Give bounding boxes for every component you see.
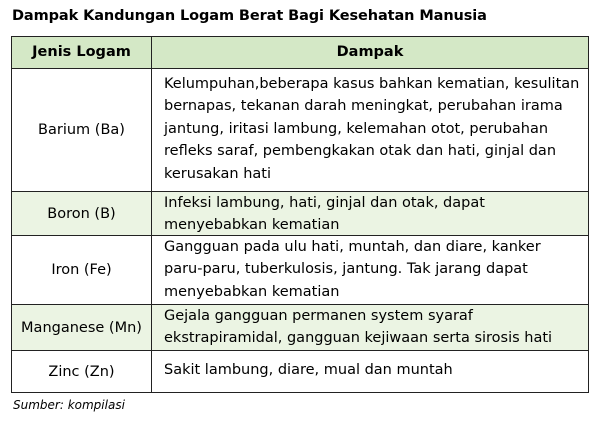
table-row: [12, 192, 588, 236]
impact-line: Infeksi lambung, hati, ginjal dan otak, dapat: [164, 195, 485, 211]
impact-line: Gejala gangguan permanen system syaraf: [164, 308, 473, 324]
impact-line: paru-paru, tuberkulosis, jantung. Tak jarang dapat: [164, 261, 528, 278]
impact-line: jantung, iritasi lambung, kelemahan otot, perubahan: [164, 120, 549, 137]
metal-cell: Manganese (Mn): [12, 305, 152, 350]
impact-line: menyebabkan kematian: [164, 217, 340, 234]
impact-line: refleks saraf, pembengkakan otak dan hati, ginjal dan: [164, 143, 557, 160]
metal-cell: Iron (Fe): [12, 236, 152, 304]
impact-cell: [152, 68, 588, 191]
metal-cell: Barium (Ba): [12, 68, 152, 191]
impact-line: menyebabkan kematian: [164, 283, 340, 300]
header-impact: Dampak: [336, 44, 404, 60]
header-metal-type: Jenis Logam: [12, 37, 152, 68]
table-header: [12, 37, 588, 69]
table-row: [12, 236, 588, 305]
impact-line: kerusakan hati: [164, 165, 272, 182]
impact-cell: [152, 305, 588, 350]
impact-line: ekstrapiramidal, gangguan kejiwaan serta sirosis hati: [164, 330, 553, 347]
impact-cell: [152, 351, 588, 392]
impact-line: Kelumpuhan,beberapa kasus bahkan kematian, kesulitan: [164, 76, 580, 92]
impact-line: bernapas, tekanan darah meningkat, perubahan irama: [164, 98, 563, 115]
impact-line: Gangguan pada ulu hati, muntah, dan diare, kanker: [164, 239, 541, 255]
impact-line: Sakit lambung, diare, mual dan muntah: [164, 362, 453, 378]
table-title: Dampak Kandungan Logam Berat Bagi Kesehatan Manusia: [12, 8, 487, 24]
source-note: Sumber: kompilasi: [13, 398, 125, 412]
table-row: [12, 305, 588, 351]
table-row: [12, 351, 588, 392]
metal-cell: Boron (B): [12, 192, 152, 235]
metal-cell: Zinc (Zn): [12, 351, 152, 392]
impact-cell: [152, 192, 588, 235]
heavy-metal-table: [11, 36, 589, 393]
impact-cell: [152, 236, 588, 304]
table-row: [12, 68, 588, 192]
